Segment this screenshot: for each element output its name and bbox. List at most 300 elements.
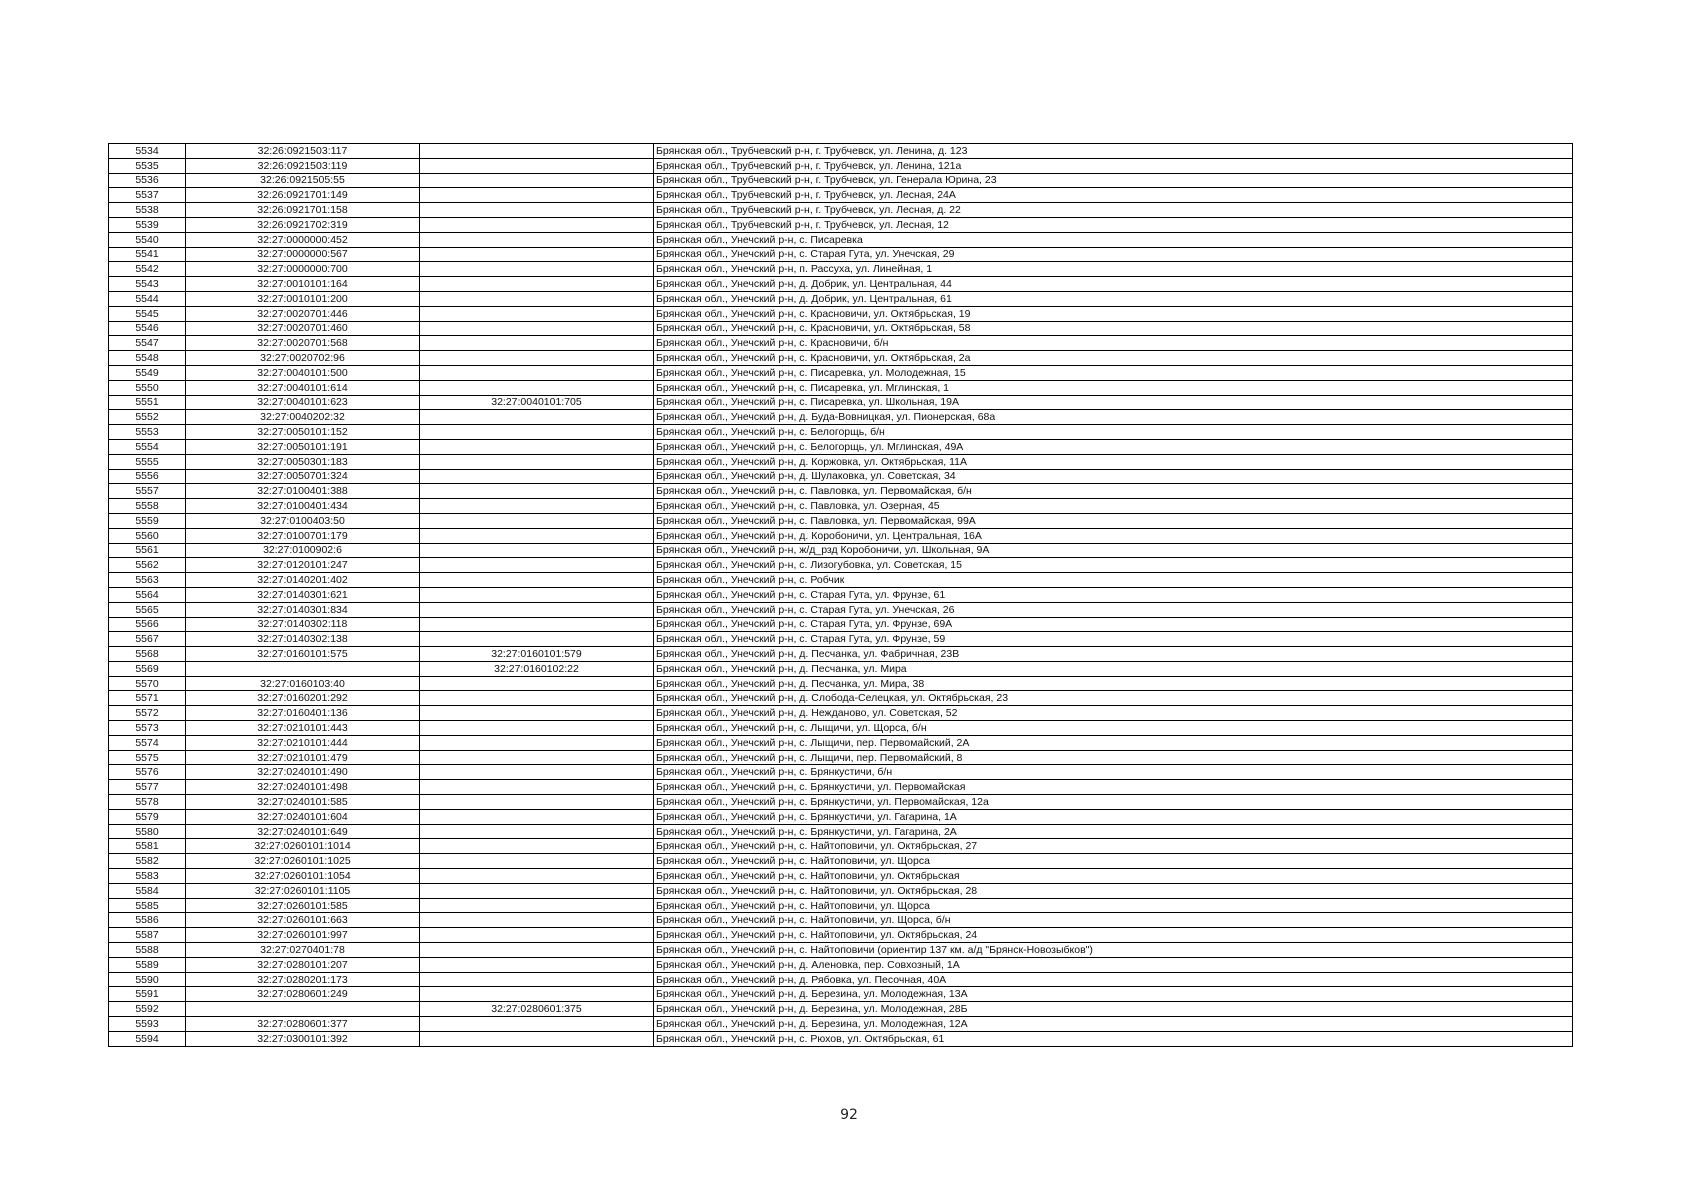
cadastral-number-cell: 32:27:0160201:292 bbox=[186, 691, 420, 706]
table-row bbox=[109, 203, 1573, 218]
row-number-cell: 5563 bbox=[109, 573, 186, 588]
table-row bbox=[109, 188, 1573, 203]
table-row bbox=[109, 543, 1573, 558]
row-number-cell: 5589 bbox=[109, 957, 186, 972]
row-number-cell: 5593 bbox=[109, 1017, 186, 1032]
table-row bbox=[109, 232, 1573, 247]
address-cell: Брянская обл., Унечский р-н, с. Старая Гута, ул. Унечская, 26 bbox=[654, 602, 1573, 617]
table-row bbox=[109, 425, 1573, 440]
row-number-cell: 5592 bbox=[109, 1002, 186, 1017]
table-row bbox=[109, 484, 1573, 499]
row-number-cell: 5558 bbox=[109, 499, 186, 514]
row-number-cell: 5540 bbox=[109, 232, 186, 247]
address-cell: Брянская обл., Трубчевский р-н, г. Трубчевск, ул. Ленина, д. 123 bbox=[654, 144, 1573, 159]
table-row bbox=[109, 573, 1573, 588]
row-number-cell: 5583 bbox=[109, 869, 186, 884]
cadastral-number-cell: 32:26:0921505:55 bbox=[186, 173, 420, 188]
secondary-cadastral-cell bbox=[420, 1017, 654, 1032]
cadastral-number-cell: 32:27:0260101:1105 bbox=[186, 883, 420, 898]
cadastral-number-cell bbox=[186, 661, 420, 676]
row-number-cell: 5568 bbox=[109, 647, 186, 662]
address-cell: Брянская обл., Унечский р-н, с. Найтоповичи, ул. Щорса bbox=[654, 854, 1573, 869]
row-number-cell: 5547 bbox=[109, 336, 186, 351]
address-cell: Брянская обл., Унечский р-н, с. Брянкустичи, ул. Гагарина, 1А bbox=[654, 809, 1573, 824]
table-row bbox=[109, 735, 1573, 750]
row-number-cell: 5541 bbox=[109, 247, 186, 262]
secondary-cadastral-cell bbox=[420, 691, 654, 706]
cadastral-number-cell: 32:27:0140201:402 bbox=[186, 573, 420, 588]
cadastral-number-cell: 32:27:0010101:164 bbox=[186, 277, 420, 292]
cadastral-number-cell: 32:27:0210101:443 bbox=[186, 721, 420, 736]
row-number-cell: 5569 bbox=[109, 661, 186, 676]
secondary-cadastral-cell bbox=[420, 1031, 654, 1046]
address-cell: Брянская обл., Унечский р-н, с. Павловка, ул. Озерная, 45 bbox=[654, 499, 1573, 514]
secondary-cadastral-cell bbox=[420, 706, 654, 721]
cadastral-number-cell: 32:27:0160401:136 bbox=[186, 706, 420, 721]
row-number-cell: 5565 bbox=[109, 602, 186, 617]
table-row bbox=[109, 321, 1573, 336]
cadastral-number-cell bbox=[186, 1002, 420, 1017]
secondary-cadastral-cell: 32:27:0160102:22 bbox=[420, 661, 654, 676]
cadastral-number-cell: 32:27:0260101:585 bbox=[186, 898, 420, 913]
secondary-cadastral-cell bbox=[420, 943, 654, 958]
cadastral-number-cell: 32:27:0270401:78 bbox=[186, 943, 420, 958]
table-row bbox=[109, 469, 1573, 484]
address-cell: Брянская обл., Трубчевский р-н, г. Трубчевск, ул. Лесная, д. 22 bbox=[654, 203, 1573, 218]
table-row bbox=[109, 217, 1573, 232]
table-row bbox=[109, 395, 1573, 410]
secondary-cadastral-cell bbox=[420, 972, 654, 987]
row-number-cell: 5587 bbox=[109, 928, 186, 943]
row-number-cell: 5553 bbox=[109, 425, 186, 440]
address-cell: Брянская обл., Унечский р-н, д. Слобода-Селецкая, ул. Октябрьская, 23 bbox=[654, 691, 1573, 706]
cadastral-number-cell: 32:27:0120101:247 bbox=[186, 558, 420, 573]
address-cell: Брянская обл., Унечский р-н, с. Павловка, ул. Первомайская, б/н bbox=[654, 484, 1573, 499]
address-cell: Брянская обл., Унечский р-н, с. Рюхов, ул. Октябрьская, 61 bbox=[654, 1031, 1573, 1046]
secondary-cadastral-cell bbox=[420, 291, 654, 306]
row-number-cell: 5543 bbox=[109, 277, 186, 292]
address-cell: Брянская обл., Унечский р-н, с. Белогорщь, ул. Мглинская, 49А bbox=[654, 439, 1573, 454]
cadastral-number-cell: 32:27:0000000:452 bbox=[186, 232, 420, 247]
address-cell: Брянская обл., Унечский р-н, с. Лыщичи, пер. Первомайский, 2А bbox=[654, 735, 1573, 750]
secondary-cadastral-cell bbox=[420, 528, 654, 543]
address-cell: Брянская обл., Унечский р-н, с. Робчик bbox=[654, 573, 1573, 588]
table-row bbox=[109, 380, 1573, 395]
table-row bbox=[109, 869, 1573, 884]
cadastral-number-cell: 32:27:0240101:585 bbox=[186, 795, 420, 810]
address-cell: Брянская обл., Унечский р-н, п. Рассуха, ул. Линейная, 1 bbox=[654, 262, 1573, 277]
secondary-cadastral-cell bbox=[420, 232, 654, 247]
row-number-cell: 5577 bbox=[109, 780, 186, 795]
table-row bbox=[109, 513, 1573, 528]
row-number-cell: 5550 bbox=[109, 380, 186, 395]
table-row bbox=[109, 750, 1573, 765]
row-number-cell: 5586 bbox=[109, 913, 186, 928]
table-row bbox=[109, 676, 1573, 691]
address-cell: Брянская обл., Унечский р-н, с. Старая Гута, ул. Фрунзе, 61 bbox=[654, 587, 1573, 602]
secondary-cadastral-cell: 32:27:0160101:579 bbox=[420, 647, 654, 662]
row-number-cell: 5574 bbox=[109, 735, 186, 750]
secondary-cadastral-cell bbox=[420, 809, 654, 824]
row-number-cell: 5560 bbox=[109, 528, 186, 543]
cadastral-number-cell: 32:27:0160103:40 bbox=[186, 676, 420, 691]
table-body bbox=[109, 144, 1573, 1047]
row-number-cell: 5575 bbox=[109, 750, 186, 765]
table-row bbox=[109, 602, 1573, 617]
address-cell: Брянская обл., Унечский р-н, с. Красновичи, ул. Октябрьская, 19 bbox=[654, 306, 1573, 321]
row-number-cell: 5555 bbox=[109, 454, 186, 469]
cadastral-number-cell: 32:27:0240101:490 bbox=[186, 765, 420, 780]
secondary-cadastral-cell bbox=[420, 306, 654, 321]
secondary-cadastral-cell bbox=[420, 795, 654, 810]
secondary-cadastral-cell bbox=[420, 558, 654, 573]
table-row bbox=[109, 883, 1573, 898]
row-number-cell: 5562 bbox=[109, 558, 186, 573]
row-number-cell: 5573 bbox=[109, 721, 186, 736]
table-row bbox=[109, 632, 1573, 647]
row-number-cell: 5538 bbox=[109, 203, 186, 218]
secondary-cadastral-cell bbox=[420, 854, 654, 869]
secondary-cadastral-cell bbox=[420, 883, 654, 898]
address-cell: Брянская обл., Трубчевский р-н, г. Трубчевск, ул. Генерала Юрина, 23 bbox=[654, 173, 1573, 188]
table-row bbox=[109, 499, 1573, 514]
address-cell: Брянская обл., Трубчевский р-н, г. Трубчевск, ул. Лесная, 12 bbox=[654, 217, 1573, 232]
row-number-cell: 5567 bbox=[109, 632, 186, 647]
address-cell: Брянская обл., Унечский р-н, с. Красновичи, ул. Октябрьская, 58 bbox=[654, 321, 1573, 336]
cadastral-number-cell: 32:27:0020702:96 bbox=[186, 351, 420, 366]
cadastral-number-cell: 32:27:0280101:207 bbox=[186, 957, 420, 972]
table-row bbox=[109, 454, 1573, 469]
row-number-cell: 5554 bbox=[109, 439, 186, 454]
table-row bbox=[109, 854, 1573, 869]
secondary-cadastral-cell bbox=[420, 839, 654, 854]
address-cell: Брянская обл., Унечский р-н, с. Найтоповичи (ориентир 137 км. а/д "Брянск-Новозыбков") bbox=[654, 943, 1573, 958]
address-cell: Брянская обл., Унечский р-н, с. Брянкустичи, б/н bbox=[654, 765, 1573, 780]
row-number-cell: 5579 bbox=[109, 809, 186, 824]
secondary-cadastral-cell bbox=[420, 587, 654, 602]
cadastral-number-cell: 32:26:0921503:119 bbox=[186, 158, 420, 173]
address-cell: Брянская обл., Унечский р-н, д. Песчанка, ул. Мира, 38 bbox=[654, 676, 1573, 691]
address-cell: Брянская обл., Унечский р-н, с. Лыщичи, ул. Щорса, б/н bbox=[654, 721, 1573, 736]
cadastral-number-cell: 32:27:0210101:444 bbox=[186, 735, 420, 750]
secondary-cadastral-cell bbox=[420, 321, 654, 336]
secondary-cadastral-cell bbox=[420, 262, 654, 277]
address-cell: Брянская обл., Унечский р-н, д. Рябовка, ул. Песочная, 40А bbox=[654, 972, 1573, 987]
address-cell: Брянская обл., Унечский р-н, с. Красновичи, ул. Октябрьская, 2а bbox=[654, 351, 1573, 366]
table-row bbox=[109, 277, 1573, 292]
table-row bbox=[109, 987, 1573, 1002]
secondary-cadastral-cell bbox=[420, 336, 654, 351]
address-cell: Брянская обл., Унечский р-н, с. Старая Гута, ул. Фрунзе, 69А bbox=[654, 617, 1573, 632]
table-row bbox=[109, 617, 1573, 632]
address-cell: Брянская обл., Унечский р-н, с. Брянкустичи, ул. Первомайская bbox=[654, 780, 1573, 795]
table-row bbox=[109, 795, 1573, 810]
secondary-cadastral-cell bbox=[420, 277, 654, 292]
table-row bbox=[109, 144, 1573, 159]
cadastral-number-cell: 32:27:0020701:460 bbox=[186, 321, 420, 336]
secondary-cadastral-cell bbox=[420, 750, 654, 765]
secondary-cadastral-cell bbox=[420, 676, 654, 691]
secondary-cadastral-cell bbox=[420, 632, 654, 647]
cadastral-number-cell: 32:27:0000000:567 bbox=[186, 247, 420, 262]
cadastral-number-cell: 32:27:0100902:6 bbox=[186, 543, 420, 558]
address-cell: Брянская обл., Унечский р-н, д. Шулаковка, ул. Советская, 34 bbox=[654, 469, 1573, 484]
secondary-cadastral-cell bbox=[420, 469, 654, 484]
table-row bbox=[109, 691, 1573, 706]
table-row bbox=[109, 306, 1573, 321]
cadastral-number-cell: 32:27:0000000:700 bbox=[186, 262, 420, 277]
cadastral-number-cell: 32:27:0050101:152 bbox=[186, 425, 420, 440]
row-number-cell: 5576 bbox=[109, 765, 186, 780]
cadastral-number-cell: 32:27:0100403:50 bbox=[186, 513, 420, 528]
cadastral-number-cell: 32:27:0280601:377 bbox=[186, 1017, 420, 1032]
address-cell: Брянская обл., Унечский р-н, с. Писаревка, ул. Мглинская, 1 bbox=[654, 380, 1573, 395]
row-number-cell: 5549 bbox=[109, 365, 186, 380]
table-row bbox=[109, 957, 1573, 972]
secondary-cadastral-cell bbox=[420, 351, 654, 366]
table-row bbox=[109, 365, 1573, 380]
secondary-cadastral-cell bbox=[420, 824, 654, 839]
row-number-cell: 5561 bbox=[109, 543, 186, 558]
address-cell: Брянская обл., Унечский р-н, с. Лизогубовка, ул. Советская, 15 bbox=[654, 558, 1573, 573]
cadastral-number-cell: 32:27:0260101:997 bbox=[186, 928, 420, 943]
cadastral-number-cell: 32:27:0140302:118 bbox=[186, 617, 420, 632]
secondary-cadastral-cell bbox=[420, 898, 654, 913]
secondary-cadastral-cell bbox=[420, 735, 654, 750]
row-number-cell: 5585 bbox=[109, 898, 186, 913]
row-number-cell: 5539 bbox=[109, 217, 186, 232]
address-cell: Брянская обл., Унечский р-н, д. Песчанка, ул. Фабричная, 23В bbox=[654, 647, 1573, 662]
address-cell: Брянская обл., Унечский р-н, д. Березина, ул. Молодежная, 12А bbox=[654, 1017, 1573, 1032]
table-row bbox=[109, 943, 1573, 958]
row-number-cell: 5542 bbox=[109, 262, 186, 277]
cadastral-number-cell: 32:27:0280601:249 bbox=[186, 987, 420, 1002]
address-cell: Брянская обл., Унечский р-н, с. Найтоповичи, ул. Щорса bbox=[654, 898, 1573, 913]
secondary-cadastral-cell bbox=[420, 573, 654, 588]
table-row bbox=[109, 262, 1573, 277]
table-row bbox=[109, 898, 1573, 913]
table-row bbox=[109, 1017, 1573, 1032]
cadastral-number-cell: 32:27:0160101:575 bbox=[186, 647, 420, 662]
table-row bbox=[109, 558, 1573, 573]
secondary-cadastral-cell bbox=[420, 158, 654, 173]
table-row bbox=[109, 972, 1573, 987]
secondary-cadastral-cell bbox=[420, 928, 654, 943]
row-number-cell: 5571 bbox=[109, 691, 186, 706]
address-cell: Брянская обл., Унечский р-н, д. Добрик, ул. Центральная, 44 bbox=[654, 277, 1573, 292]
secondary-cadastral-cell bbox=[420, 439, 654, 454]
row-number-cell: 5545 bbox=[109, 306, 186, 321]
table-row bbox=[109, 336, 1573, 351]
row-number-cell: 5572 bbox=[109, 706, 186, 721]
address-cell: Брянская обл., Унечский р-н, с. Лыщичи, пер. Первомайский, 8 bbox=[654, 750, 1573, 765]
address-cell: Брянская обл., Унечский р-н, с. Красновичи, б/н bbox=[654, 336, 1573, 351]
cadastral-number-cell: 32:26:0921702:319 bbox=[186, 217, 420, 232]
table-row bbox=[109, 661, 1573, 676]
address-cell: Брянская обл., Унечский р-н, с. Найтоповичи, ул. Октябрьская bbox=[654, 869, 1573, 884]
row-number-cell: 5557 bbox=[109, 484, 186, 499]
row-number-cell: 5548 bbox=[109, 351, 186, 366]
address-cell: Брянская обл., Унечский р-н, с. Брянкустичи, ул. Первомайская, 12а bbox=[654, 795, 1573, 810]
address-cell: Брянская обл., Унечский р-н, с. Найтоповичи, ул. Октябрьская, 27 bbox=[654, 839, 1573, 854]
table-row bbox=[109, 528, 1573, 543]
table-row bbox=[109, 291, 1573, 306]
table-row bbox=[109, 809, 1573, 824]
row-number-cell: 5570 bbox=[109, 676, 186, 691]
cadastral-number-cell: 32:27:0100701:179 bbox=[186, 528, 420, 543]
cadastral-number-cell: 32:26:0921503:117 bbox=[186, 144, 420, 159]
secondary-cadastral-cell bbox=[420, 380, 654, 395]
address-cell: Брянская обл., Унечский р-н, с. Старая Гута, ул. Унечская, 29 bbox=[654, 247, 1573, 262]
address-cell: Брянская обл., Унечский р-н, д. Березина, ул. Молодежная, 28Б bbox=[654, 1002, 1573, 1017]
address-cell: Брянская обл., Унечский р-н, с. Писаревка, ул. Школьная, 19А bbox=[654, 395, 1573, 410]
row-number-cell: 5544 bbox=[109, 291, 186, 306]
table-row bbox=[109, 913, 1573, 928]
address-cell: Брянская обл., Унечский р-н, д. Березина, ул. Молодежная, 13А bbox=[654, 987, 1573, 1002]
secondary-cadastral-cell bbox=[420, 602, 654, 617]
cadastral-number-cell: 32:27:0050301:183 bbox=[186, 454, 420, 469]
row-number-cell: 5581 bbox=[109, 839, 186, 854]
cadastral-number-cell: 32:27:0260101:1014 bbox=[186, 839, 420, 854]
secondary-cadastral-cell bbox=[420, 203, 654, 218]
secondary-cadastral-cell bbox=[420, 425, 654, 440]
address-cell: Брянская обл., Унечский р-н, д. Коробоничи, ул. Центральная, 16А bbox=[654, 528, 1573, 543]
row-number-cell: 5559 bbox=[109, 513, 186, 528]
cadastral-number-cell: 32:27:0050701:324 bbox=[186, 469, 420, 484]
secondary-cadastral-cell bbox=[420, 987, 654, 1002]
cadastral-number-cell: 32:26:0921701:149 bbox=[186, 188, 420, 203]
cadastral-number-cell: 32:27:0260101:1025 bbox=[186, 854, 420, 869]
table-row bbox=[109, 247, 1573, 262]
row-number-cell: 5591 bbox=[109, 987, 186, 1002]
cadastral-number-cell: 32:26:0921701:158 bbox=[186, 203, 420, 218]
secondary-cadastral-cell bbox=[420, 957, 654, 972]
secondary-cadastral-cell bbox=[420, 188, 654, 203]
cadastral-number-cell: 32:27:0100401:434 bbox=[186, 499, 420, 514]
address-cell: Брянская обл., Унечский р-н, с. Писаревка bbox=[654, 232, 1573, 247]
table-row bbox=[109, 721, 1573, 736]
address-cell: Брянская обл., Унечский р-н, с. Писаревка, ул. Молодежная, 15 bbox=[654, 365, 1573, 380]
secondary-cadastral-cell bbox=[420, 365, 654, 380]
table-row bbox=[109, 824, 1573, 839]
cadastral-number-cell: 32:27:0040101:614 bbox=[186, 380, 420, 395]
table-row bbox=[109, 706, 1573, 721]
cadastral-number-cell: 32:27:0140301:834 bbox=[186, 602, 420, 617]
cadastral-number-cell: 32:27:0210101:479 bbox=[186, 750, 420, 765]
row-number-cell: 5584 bbox=[109, 883, 186, 898]
page-number: 92 bbox=[840, 1107, 858, 1123]
row-number-cell: 5588 bbox=[109, 943, 186, 958]
cadastral-number-cell: 32:27:0240101:649 bbox=[186, 824, 420, 839]
table-row bbox=[109, 158, 1573, 173]
secondary-cadastral-cell bbox=[420, 454, 654, 469]
table-row bbox=[109, 647, 1573, 662]
cadastral-number-cell: 32:27:0010101:200 bbox=[186, 291, 420, 306]
table-row bbox=[109, 587, 1573, 602]
address-cell: Брянская обл., Унечский р-н, д. Нежданово, ул. Советская, 52 bbox=[654, 706, 1573, 721]
secondary-cadastral-cell bbox=[420, 869, 654, 884]
row-number-cell: 5590 bbox=[109, 972, 186, 987]
table-row bbox=[109, 439, 1573, 454]
secondary-cadastral-cell bbox=[420, 780, 654, 795]
address-cell: Брянская обл., Унечский р-н, ж/д_рзд Коробоничи, ул. Школьная, 9А bbox=[654, 543, 1573, 558]
row-number-cell: 5578 bbox=[109, 795, 186, 810]
secondary-cadastral-cell bbox=[420, 913, 654, 928]
secondary-cadastral-cell bbox=[420, 721, 654, 736]
row-number-cell: 5580 bbox=[109, 824, 186, 839]
cadastral-number-cell: 32:27:0260101:663 bbox=[186, 913, 420, 928]
address-cell: Брянская обл., Унечский р-н, д. Добрик, ул. Центральная, 61 bbox=[654, 291, 1573, 306]
table-row bbox=[109, 1031, 1573, 1046]
table-row bbox=[109, 1002, 1573, 1017]
address-cell: Брянская обл., Унечский р-н, д. Аленовка, пер. Совхозный, 1А bbox=[654, 957, 1573, 972]
row-number-cell: 5566 bbox=[109, 617, 186, 632]
table-row bbox=[109, 839, 1573, 854]
secondary-cadastral-cell bbox=[420, 410, 654, 425]
secondary-cadastral-cell bbox=[420, 499, 654, 514]
registry-table bbox=[108, 143, 1573, 1047]
address-cell: Брянская обл., Унечский р-н, д. Песчанка, ул. Мира bbox=[654, 661, 1573, 676]
cadastral-number-cell: 32:27:0140301:621 bbox=[186, 587, 420, 602]
cadastral-number-cell: 32:27:0040101:623 bbox=[186, 395, 420, 410]
address-cell: Брянская обл., Трубчевский р-н, г. Трубчевск, ул. Ленина, 121а bbox=[654, 158, 1573, 173]
row-number-cell: 5556 bbox=[109, 469, 186, 484]
cadastral-number-cell: 32:27:0100401:388 bbox=[186, 484, 420, 499]
address-cell: Брянская обл., Унечский р-н, с. Белогорщь, б/н bbox=[654, 425, 1573, 440]
cadastral-number-cell: 32:27:0040101:500 bbox=[186, 365, 420, 380]
table-row bbox=[109, 765, 1573, 780]
cadastral-number-cell: 32:27:0300101:392 bbox=[186, 1031, 420, 1046]
secondary-cadastral-cell bbox=[420, 765, 654, 780]
table-row bbox=[109, 351, 1573, 366]
secondary-cadastral-cell bbox=[420, 217, 654, 232]
address-cell: Брянская обл., Унечский р-н, д. Буда-Вовницкая, ул. Пионерская, 68а bbox=[654, 410, 1573, 425]
row-number-cell: 5536 bbox=[109, 173, 186, 188]
address-cell: Брянская обл., Унечский р-н, с. Найтоповичи, ул. Октябрьская, 24 bbox=[654, 928, 1573, 943]
table-row bbox=[109, 928, 1573, 943]
address-cell: Брянская обл., Унечский р-н, с. Брянкустичи, ул. Гагарина, 2А bbox=[654, 824, 1573, 839]
cadastral-number-cell: 32:27:0040202:32 bbox=[186, 410, 420, 425]
address-cell: Брянская обл., Трубчевский р-н, г. Трубчевск, ул. Лесная, 24А bbox=[654, 188, 1573, 203]
secondary-cadastral-cell bbox=[420, 247, 654, 262]
address-cell: Брянская обл., Унечский р-н, с. Старая Гута, ул. Фрунзе, 59 bbox=[654, 632, 1573, 647]
secondary-cadastral-cell bbox=[420, 617, 654, 632]
address-cell: Брянская обл., Унечский р-н, с. Найтоповичи, ул. Октябрьская, 28 bbox=[654, 883, 1573, 898]
secondary-cadastral-cell bbox=[420, 144, 654, 159]
cadastral-number-cell: 32:27:0240101:498 bbox=[186, 780, 420, 795]
row-number-cell: 5537 bbox=[109, 188, 186, 203]
address-cell: Брянская обл., Унечский р-н, с. Павловка, ул. Первомайская, 99А bbox=[654, 513, 1573, 528]
row-number-cell: 5582 bbox=[109, 854, 186, 869]
row-number-cell: 5546 bbox=[109, 321, 186, 336]
cadastral-number-cell: 32:27:0240101:604 bbox=[186, 809, 420, 824]
table-row bbox=[109, 410, 1573, 425]
cadastral-number-cell: 32:27:0020701:446 bbox=[186, 306, 420, 321]
secondary-cadastral-cell bbox=[420, 484, 654, 499]
row-number-cell: 5552 bbox=[109, 410, 186, 425]
row-number-cell: 5594 bbox=[109, 1031, 186, 1046]
cadastral-number-cell: 32:27:0280201:173 bbox=[186, 972, 420, 987]
cadastral-number-cell: 32:27:0140302:138 bbox=[186, 632, 420, 647]
secondary-cadastral-cell bbox=[420, 543, 654, 558]
address-cell: Брянская обл., Унечский р-н, д. Коржовка, ул. Октябрьская, 11А bbox=[654, 454, 1573, 469]
cadastral-number-cell: 32:27:0020701:568 bbox=[186, 336, 420, 351]
row-number-cell: 5551 bbox=[109, 395, 186, 410]
table-row bbox=[109, 780, 1573, 795]
row-number-cell: 5535 bbox=[109, 158, 186, 173]
table-row bbox=[109, 173, 1573, 188]
address-cell: Брянская обл., Унечский р-н, с. Найтоповичи, ул. Щорса, б/н bbox=[654, 913, 1573, 928]
